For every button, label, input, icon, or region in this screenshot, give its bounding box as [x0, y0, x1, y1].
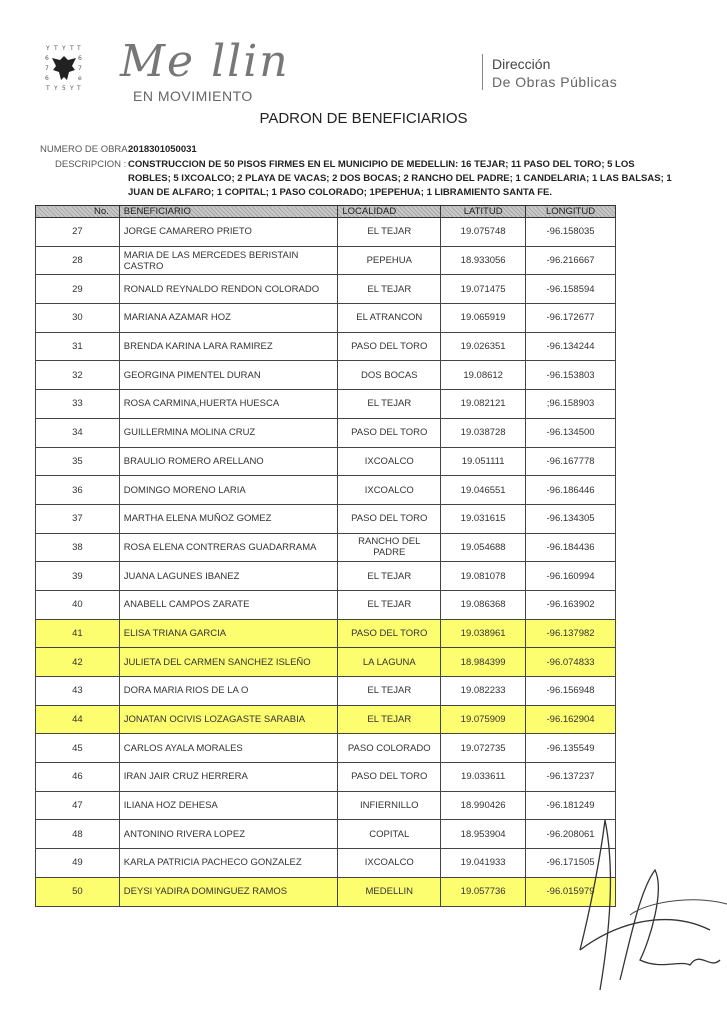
cell-no: 47: [36, 791, 120, 820]
cell-no: 50: [36, 877, 120, 906]
cell-loc: PASO DEL TORO: [338, 504, 441, 533]
table-row: [36, 705, 616, 734]
cell-lat: 19.026351: [441, 332, 526, 361]
cell-no: 48: [36, 820, 120, 849]
cell-lon: -96.137237: [526, 763, 616, 792]
obra-label: NUMERO DE OBRA:: [40, 144, 131, 155]
cell-no: 27: [36, 218, 120, 247]
logo-script: Me llin: [120, 36, 290, 87]
header-beneficiario: BENEFICIARIO: [119, 206, 338, 218]
cell-lon: -96.134244: [526, 332, 616, 361]
desc-text-3: JUAN DE ALFARO; 1 COPITAL; 1 PASO COLORADO; 1PEPEHUA; 1 LIBRAMIENTO SANTA FE.: [128, 187, 553, 198]
table-row: [36, 304, 616, 333]
cell-no: 31: [36, 332, 120, 361]
cell-lat: 19.075748: [441, 218, 526, 247]
cell-loc: PASO DEL TORO: [338, 418, 441, 447]
cell-name: ROSA CARMINA,HUERTA HUESCA: [119, 390, 338, 419]
cell-name: GUILLERMINA MOLINA CRUZ: [119, 418, 338, 447]
table-row: [36, 849, 616, 878]
header-latitud: LATITUD: [441, 206, 526, 218]
cell-lon: -96.167778: [526, 447, 616, 476]
table-row: [36, 218, 616, 247]
table-row: [36, 590, 616, 619]
cell-lat: 18.990426: [441, 791, 526, 820]
cell-no: 32: [36, 361, 120, 390]
table-header-row: [36, 206, 616, 218]
cell-loc: EL TEJAR: [338, 275, 441, 304]
cell-lon: -96.074833: [526, 648, 616, 677]
table-row: [36, 763, 616, 792]
cell-lat: 19.031615: [441, 504, 526, 533]
cell-no: 28: [36, 246, 120, 275]
obra-value: [128, 144, 197, 155]
cell-loc: IXCOALCO: [338, 476, 441, 505]
department-line-1: Dirección: [492, 56, 551, 72]
cell-lon: -96.015979: [526, 877, 616, 906]
cell-lon: -96.184436: [526, 533, 616, 562]
table-row: [36, 447, 616, 476]
svg-text:7: 7: [78, 65, 82, 72]
cell-name: BRENDA KARINA LARA RAMIREZ: [119, 332, 338, 361]
cell-name: ROSA ELENA CONTRERAS GUADARRAMA: [119, 533, 338, 562]
cell-lon: -96.158035: [526, 218, 616, 247]
cell-lon: -96.156948: [526, 677, 616, 706]
cell-loc: COPITAL: [338, 820, 441, 849]
desc-line-2: [128, 173, 672, 184]
header-localidad: LOCALIDAD: [338, 206, 441, 218]
cell-no: 36: [36, 476, 120, 505]
cell-name: DEYSI YADIRA DOMINGUEZ RAMOS: [119, 877, 338, 906]
cell-lon: -96.134305: [526, 504, 616, 533]
cell-lat: 19.071475: [441, 275, 526, 304]
cell-loc: IXCOALCO: [338, 849, 441, 878]
cell-loc: INFIERNILLO: [338, 791, 441, 820]
obra-number: 2018301050031: [128, 144, 197, 155]
cell-loc: EL TEJAR: [338, 590, 441, 619]
cell-name: JUANA LAGUNES IBANEZ: [119, 562, 338, 591]
table-row: [36, 648, 616, 677]
cell-name: JORGE CAMARERO PRIETO: [119, 218, 338, 247]
svg-text:6: 6: [45, 55, 49, 62]
cell-no: 45: [36, 734, 120, 763]
svg-text:Y: Y: [70, 85, 74, 92]
table-row: [36, 562, 616, 591]
cell-name: IRAN JAIR CRUZ HERRERA: [119, 763, 338, 792]
cell-name: ILIANA HOZ DEHESA: [119, 791, 338, 820]
department-line-2: De Obras Públicas: [492, 74, 618, 90]
cell-no: 44: [36, 705, 120, 734]
cell-lon: -96.134500: [526, 418, 616, 447]
cell-lon: -96.135549: [526, 734, 616, 763]
cell-loc: PASO COLORADO: [338, 734, 441, 763]
cell-no: 30: [36, 304, 120, 333]
cell-lat: 18.984399: [441, 648, 526, 677]
cell-loc: RANCHO DEL PADRE: [338, 533, 441, 562]
svg-text:T: T: [70, 45, 74, 52]
cell-name: MARTHA ELENA MUÑOZ GOMEZ: [119, 504, 338, 533]
cell-lon: -96.160994: [526, 562, 616, 591]
cell-no: 46: [36, 763, 120, 792]
table-row: [36, 791, 616, 820]
cell-no: 33: [36, 390, 120, 419]
cell-loc: EL TEJAR: [338, 677, 441, 706]
cell-name: GEORGINA PIMENTEL DURAN: [119, 361, 338, 390]
cell-lat: 19.08612: [441, 361, 526, 390]
cell-no: 40: [36, 590, 120, 619]
svg-text:T: T: [46, 85, 50, 92]
header-longitud: LONGITUD: [526, 206, 616, 218]
cell-lon: -96.162904: [526, 705, 616, 734]
cell-name: ANABELL CAMPOS ZARATE: [119, 590, 338, 619]
cell-lon: -96.208061: [526, 820, 616, 849]
cell-lat: 19.057736: [441, 877, 526, 906]
cell-lon: -96.163902: [526, 590, 616, 619]
desc-line-1: [128, 159, 635, 170]
svg-text:Y: Y: [54, 85, 58, 92]
cell-lat: 19.038728: [441, 418, 526, 447]
cell-loc: IXCOALCO: [338, 447, 441, 476]
cell-lon: -96.153803: [526, 361, 616, 390]
cell-lon: -96.171505: [526, 849, 616, 878]
table-row: [36, 734, 616, 763]
cell-loc: DOS BOCAS: [338, 361, 441, 390]
cell-lat: 18.953904: [441, 820, 526, 849]
signature: [560, 800, 727, 1000]
cell-name: CARLOS AYALA MORALES: [119, 734, 338, 763]
header-no: No.: [36, 206, 120, 218]
cell-lat: 19.082121: [441, 390, 526, 419]
cell-no: 38: [36, 533, 120, 562]
cell-lat: 19.046551: [441, 476, 526, 505]
page-title: PADRON DE BENEFICIARIOS: [259, 110, 468, 127]
cell-no: 39: [36, 562, 120, 591]
table-row: [36, 533, 616, 562]
cell-loc: PASO DEL TORO: [338, 763, 441, 792]
beneficiaries-table: [35, 205, 616, 907]
cell-loc: PASO DEL TORO: [338, 619, 441, 648]
svg-text:Y: Y: [46, 45, 50, 52]
cell-no: 37: [36, 504, 120, 533]
cell-no: 34: [36, 418, 120, 447]
svg-text:7: 7: [45, 65, 49, 72]
desc-line-3: [128, 187, 552, 198]
coat-of-arms-icon: [45, 44, 83, 92]
svg-text:6: 6: [78, 55, 82, 62]
cell-lon: ;96.158903: [526, 390, 616, 419]
cell-name: JONATAN OCIVIS LOZAGASTE SARABIA: [119, 705, 338, 734]
cell-lon: -96.172677: [526, 304, 616, 333]
cell-loc: EL ATRANCON: [338, 304, 441, 333]
table-row: [36, 504, 616, 533]
table-body: [36, 218, 616, 907]
cell-lat: 19.075909: [441, 705, 526, 734]
table-row: [36, 418, 616, 447]
svg-text:T: T: [77, 85, 81, 92]
svg-text:6: 6: [45, 75, 49, 82]
cell-name: KARLA PATRICIA PACHECO GONZALEZ: [119, 849, 338, 878]
cell-lon: -96.181249: [526, 791, 616, 820]
cell-name: DOMINGO MORENO LARIA: [119, 476, 338, 505]
cell-loc: EL TEJAR: [338, 390, 441, 419]
cell-lat: 19.038961: [441, 619, 526, 648]
cell-lon: -96.216667: [526, 246, 616, 275]
svg-text:T: T: [54, 45, 58, 52]
cell-name: BRAULIO ROMERO ARELLANO: [119, 447, 338, 476]
cell-lat: 19.065919: [441, 304, 526, 333]
cell-loc: EL TEJAR: [338, 218, 441, 247]
cell-name: MARIA DE LAS MERCEDES BERISTAIN CASTRO: [119, 246, 338, 275]
cell-no: 42: [36, 648, 120, 677]
logo-subtitle: EN MOVIMIENTO: [133, 88, 253, 104]
cell-lat: 19.033611: [441, 763, 526, 792]
cell-lat: 19.041933: [441, 849, 526, 878]
table-row: [36, 275, 616, 304]
table-row: [36, 390, 616, 419]
cell-loc: PEPEHUA: [338, 246, 441, 275]
department-divider: [482, 54, 485, 90]
cell-lon: -96.158594: [526, 275, 616, 304]
cell-lat: 19.072735: [441, 734, 526, 763]
cell-loc: LA LAGUNA: [338, 648, 441, 677]
desc-text-2: ROBLES; 5 IXCOALCO; 2 PLAYA DE VACAS; 2 DOS BOCAS; 2 RANCHO DEL PADRE; 1 CANDELARIA; 1 LAS BALSAS; 1: [128, 173, 672, 184]
cell-name: DORA MARIA RIOS DE LA O: [119, 677, 338, 706]
svg-text:Y: Y: [62, 45, 66, 52]
cell-lat: 19.051111: [441, 447, 526, 476]
cell-loc: PASO DEL TORO: [338, 332, 441, 361]
cell-no: 29: [36, 275, 120, 304]
cell-loc: MEDELLIN: [338, 877, 441, 906]
cell-loc: EL TEJAR: [338, 705, 441, 734]
cell-lon: -96.137982: [526, 619, 616, 648]
svg-text:T: T: [77, 45, 81, 52]
cell-lon: -96.186446: [526, 476, 616, 505]
cell-loc: EL TEJAR: [338, 562, 441, 591]
cell-lat: 19.086368: [441, 590, 526, 619]
cell-lat: 19.081078: [441, 562, 526, 591]
cell-name: RONALD REYNALDO RENDON COLORADO: [119, 275, 338, 304]
table-row: [36, 677, 616, 706]
table-row: [36, 476, 616, 505]
svg-text:5: 5: [62, 85, 66, 92]
table-row: [36, 246, 616, 275]
cell-no: 49: [36, 849, 120, 878]
cell-lat: 19.054688: [441, 533, 526, 562]
table-row: [36, 877, 616, 906]
table-row: [36, 332, 616, 361]
cell-no: 41: [36, 619, 120, 648]
cell-no: 43: [36, 677, 120, 706]
desc-text-1: CONSTRUCCION DE 50 PISOS FIRMES EN EL MUNICIPIO DE MEDELLIN: 16 TEJAR; 11 PASO DEL TORO; 5 LOS: [128, 159, 635, 170]
cell-name: ELISA TRIANA GARCIA: [119, 619, 338, 648]
cell-name: JULIETA DEL CARMEN SANCHEZ ISLEÑO: [119, 648, 338, 677]
table-row: [36, 820, 616, 849]
svg-text:e: e: [78, 75, 82, 82]
cell-name: MARIANA AZAMAR HOZ: [119, 304, 338, 333]
desc-label: DESCRIPCION :: [55, 159, 127, 170]
cell-lat: 19.082233: [441, 677, 526, 706]
cell-lat: 18.933056: [441, 246, 526, 275]
cell-no: 35: [36, 447, 120, 476]
table-row: [36, 619, 616, 648]
cell-name: ANTONINO RIVERA LOPEZ: [119, 820, 338, 849]
table-row: [36, 361, 616, 390]
